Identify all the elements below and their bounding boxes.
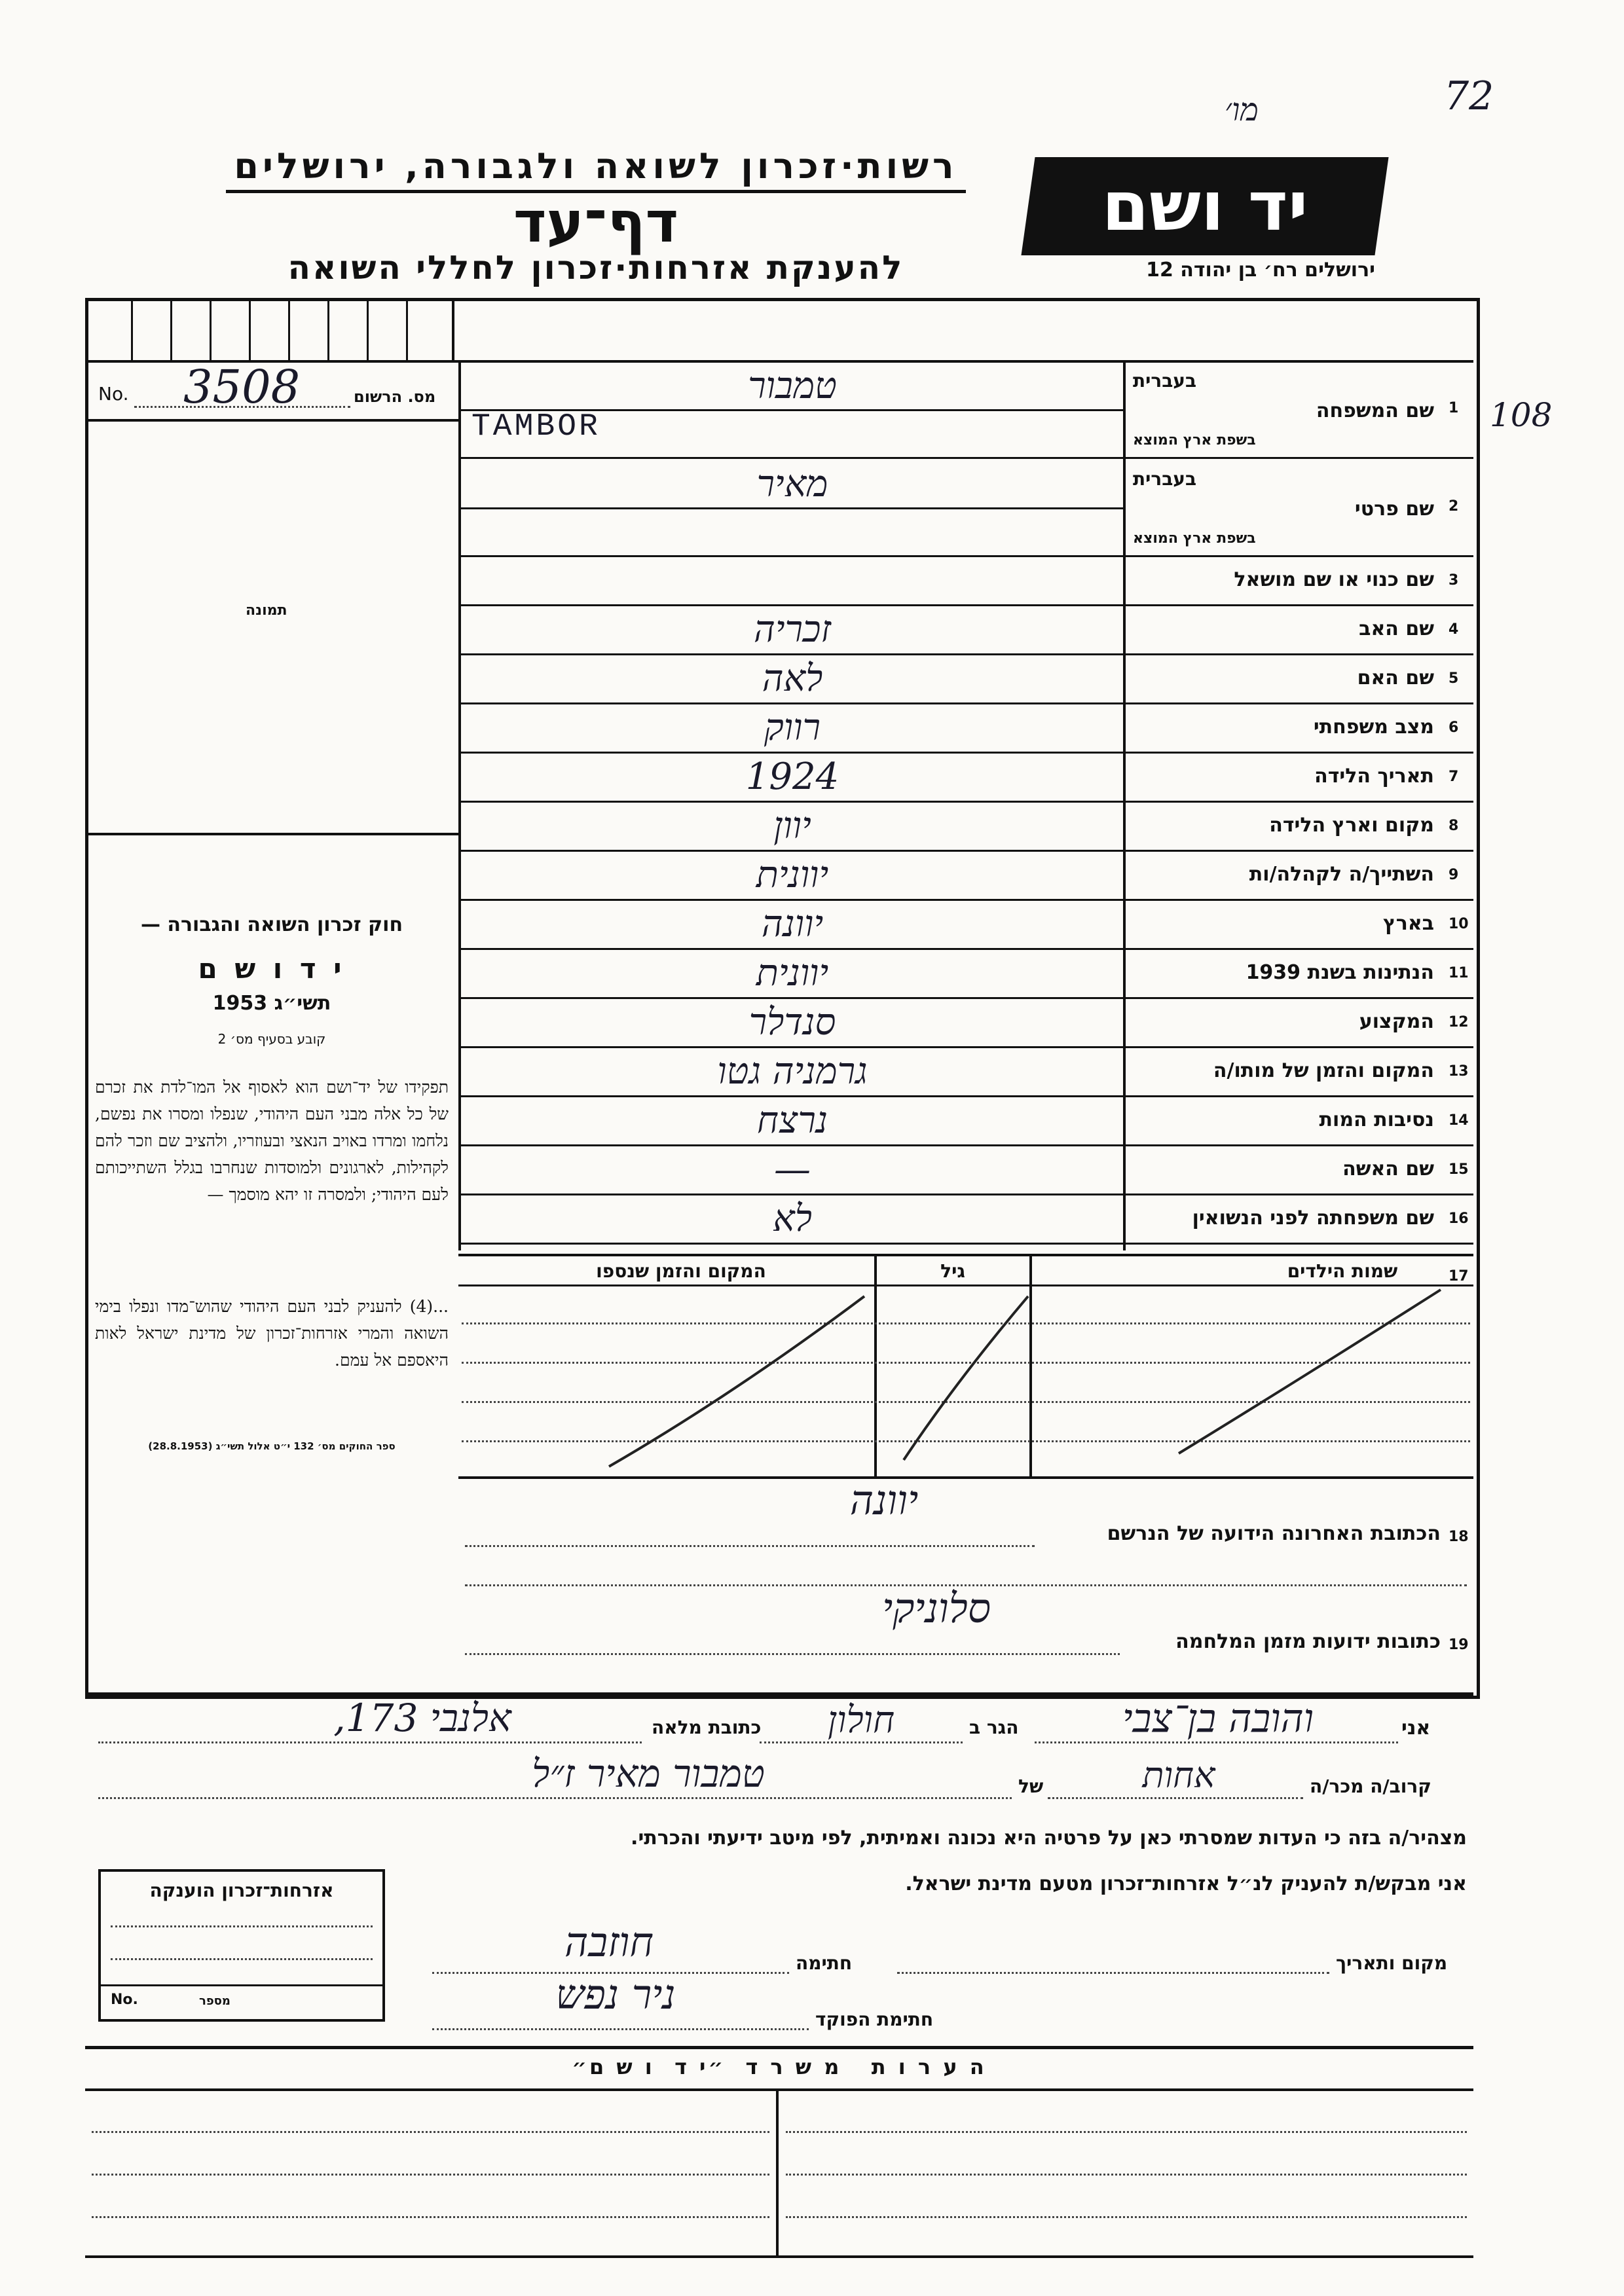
side-number: 108 [1490, 396, 1553, 434]
address-line[interactable] [465, 1545, 1035, 1547]
remarks-line[interactable] [92, 2131, 769, 2133]
box-divider [131, 298, 133, 360]
field-label: נסיבות המות [1319, 1108, 1434, 1131]
field-label: שם האם [1357, 666, 1434, 689]
field-label: המקצוע [1359, 1010, 1434, 1033]
field-num: 4 [1449, 621, 1459, 638]
field-value[interactable]: נרצח [756, 1099, 828, 1142]
field-label: שם האב [1359, 617, 1434, 640]
field-row-line [460, 899, 1473, 901]
remarks-line[interactable] [786, 2174, 1467, 2176]
field-sub-bottom: בשפת ארץ המוצא [1133, 530, 1256, 547]
remarks-line[interactable] [92, 2174, 769, 2176]
signature-value[interactable]: חוזבה [564, 1918, 654, 1966]
decl-name-value[interactable]: והובה בן־צבי [1122, 1696, 1314, 1741]
place-date-label: מקום ותאריך [1336, 1952, 1448, 1974]
law-paragraph-2: ...(4) להעניק לבני העם היהודי שהוש־מדו ונפלו בימי השואה והמרי אזרחות־זכרון של מדינת ישראל לאות היאספם אל עמם. [95, 1297, 449, 1370]
address-num: 19 [1449, 1637, 1469, 1653]
decl-name-line [1035, 1741, 1398, 1743]
officer-label: חתימת הפוקד [815, 2009, 934, 2030]
decl-of-label: של [1018, 1776, 1044, 1797]
officer-line [432, 2028, 809, 2030]
decl-address-value[interactable]: אלנבי 173, [333, 1696, 511, 1740]
field-num: 3 [1449, 572, 1459, 589]
address-label: הכתובת האחרונה הידועה של הנרשם [1107, 1522, 1441, 1545]
field-num: 12 [1449, 1013, 1469, 1030]
box-divider [249, 298, 251, 360]
field-row-line [460, 555, 1473, 557]
field-label: שם האשה [1342, 1157, 1434, 1180]
decl-resides-label: הגר ב [969, 1717, 1019, 1738]
logo-block [1021, 157, 1388, 255]
box-divider [327, 298, 329, 360]
box-divider [288, 298, 290, 360]
logo-text: יד ושם [1101, 166, 1308, 246]
field-num: 14 [1449, 1112, 1469, 1129]
photo-bottom-line [85, 833, 460, 835]
field-row-line [460, 1194, 1473, 1195]
decl-prefix: אני [1401, 1717, 1431, 1740]
form-subtitle: להענקת אזרחות·זכרון לחללי השואה [287, 249, 904, 287]
remarks-divider [776, 2090, 779, 2257]
field-value[interactable]: 1924 [745, 756, 840, 798]
authority-title: רשות·זכרון לשואה ולגבורה, ירושלים [234, 145, 958, 187]
photo-label: תמונה [246, 602, 287, 619]
decl-address-label: כתובת מלאה [652, 1717, 762, 1738]
field-row-line [460, 752, 1473, 754]
signature-label: חתימה [796, 1952, 853, 1974]
field-value[interactable]: יוונית [756, 854, 829, 896]
law-year: תשי״ג 1953 [212, 992, 331, 1015]
decl-of-line [98, 1797, 1012, 1799]
citizenship-title: אזרחות־זכרון הוענקה [149, 1880, 334, 1901]
address-label: כתובות ידועות מזמן המלחמה [1175, 1630, 1441, 1653]
decl-relation-line [1048, 1797, 1303, 1799]
field-num: 16 [1449, 1210, 1469, 1227]
law-footnote: ספר החוקים מס׳ 132 י״ט אלול תשי״ג (28.8.1953) [148, 1440, 396, 1452]
field-sub-bottom: בשפת ארץ המוצא [1133, 432, 1256, 448]
law-ref: קובע בסעיף מס׳ 2 [217, 1031, 326, 1047]
field-row-line [460, 604, 1473, 606]
field-num: 7 [1449, 768, 1459, 785]
box-divider [452, 298, 454, 360]
citizenship-box [98, 1869, 385, 2022]
box-divider [406, 298, 408, 360]
citizenship-no-label: No. [111, 1992, 138, 2008]
children-header-names: שמות הילדים [1287, 1260, 1398, 1282]
field-value-foreign[interactable]: TAMBOR [471, 409, 600, 445]
field-value[interactable]: זכריה [754, 608, 831, 651]
citizenship-line [111, 1925, 373, 1927]
officer-signature[interactable]: ניר נפש [555, 1971, 676, 2018]
field-value[interactable]: — [774, 1148, 811, 1191]
children-strike-marks [458, 1283, 1473, 1480]
remarks-header-line [85, 2088, 1473, 2091]
field-row-line [460, 948, 1473, 950]
children-header-age: גיל [940, 1260, 965, 1282]
law-paragraph-1: תפקידו של יד־ושם הוא לאסוף אל המו־לדת את זכרם של כל אלה מבני העם היהודי, שנפלו ומסרו את נפשם, נלחמו ומרדו באויב הנאצי ובעוזריו, ולהציב שם וזכר להם לקהילות, לארגונים ולמוסדות שנחרבו בגלל השתייכותם לעם היהודי; ולמסרה זו יהא מוסמך — [95, 1078, 449, 1204]
remarks-line[interactable] [786, 2131, 1467, 2133]
file-mark: מו׳ [1225, 92, 1259, 128]
address-num: 18 [1449, 1529, 1469, 1545]
reg-row-line [85, 419, 460, 422]
address-line[interactable] [465, 1653, 1120, 1655]
field-value[interactable]: לא [773, 1197, 812, 1240]
field-label: בארץ [1382, 911, 1434, 935]
field-num: 6 [1449, 719, 1459, 736]
field-num: 2 [1449, 498, 1459, 515]
field-row-line [460, 1144, 1473, 1146]
children-top-line [458, 1254, 1473, 1256]
remarks-line[interactable] [786, 2216, 1467, 2218]
field-num: 10 [1449, 915, 1469, 932]
left-column-divider [458, 360, 461, 1250]
field-row-line [460, 1095, 1473, 1097]
reg-no-label: No. [98, 383, 129, 405]
citizenship-number-label: מספר [199, 1994, 231, 2008]
field-num: 5 [1449, 670, 1459, 687]
field-value[interactable]: יוונה [761, 903, 824, 945]
box-divider [367, 298, 369, 360]
decl-address-line [98, 1741, 642, 1743]
field-row-line [460, 457, 1473, 459]
box-divider [210, 298, 212, 360]
field-row-line [460, 850, 1473, 852]
law-name: י ד ו ש ם [198, 953, 346, 985]
field-sub-top: בעברית [1133, 468, 1197, 490]
field-row-line [460, 1046, 1473, 1048]
field-label: מקום וארץ הלידה [1269, 813, 1434, 837]
remarks-top-line [85, 2046, 1473, 2049]
decl-relative-label: קרוב/ה מכר/ה [1310, 1776, 1431, 1797]
field-value[interactable]: יוון [773, 805, 811, 847]
field-label: תאריך הלידה [1314, 764, 1434, 788]
field-label: שם פרטי [1354, 498, 1434, 520]
decl-city-value[interactable]: חולון [827, 1699, 895, 1741]
address: ירושלים רח׳ בן יהודה 12 [1146, 259, 1375, 282]
field-label: שם כנוי או שם מושאל [1234, 568, 1434, 591]
place-date-line[interactable] [897, 1972, 1329, 1974]
field-row-line [460, 702, 1473, 704]
field-num: 8 [1449, 817, 1459, 834]
address-value[interactable]: סלוניקי [882, 1584, 991, 1632]
field-label: שם משפחתה לפני הנשואין [1192, 1206, 1434, 1230]
field-value[interactable]: יוונית [756, 952, 829, 994]
field-value[interactable]: סנדלר [748, 1001, 836, 1044]
field-value[interactable]: מאיר [756, 463, 828, 505]
label-column-divider [1123, 360, 1126, 1250]
field-value[interactable]: לאה [762, 657, 823, 700]
law-title: חוק זכרון השואה והגבורה — [140, 913, 403, 936]
field-value[interactable]: רווק [764, 706, 821, 749]
field-label: המקום והזמן של מותו/ה [1213, 1059, 1434, 1082]
field-num: 9 [1449, 866, 1459, 883]
address-value[interactable]: יוונה [849, 1476, 919, 1524]
decl-city-line [760, 1741, 963, 1743]
decl-of-value[interactable]: טמבור מאיר ז״ל [532, 1751, 765, 1796]
field-label: שם המשפחה [1316, 399, 1434, 422]
citizenship-line [111, 1958, 373, 1960]
field-inner-line [460, 507, 1124, 509]
field-row-line [460, 801, 1473, 803]
field-value[interactable]: טמבור [748, 365, 837, 407]
reg-no-value[interactable]: 3508 [183, 360, 301, 414]
reg-label: מס. הרשום [354, 388, 436, 406]
field-row-line [460, 997, 1473, 999]
form-title: דף־עד [513, 190, 679, 255]
field-num: 15 [1449, 1161, 1469, 1178]
remarks-title: ה ע ר ו ת מ ש ר ד ״י ד ו ש ם״ [572, 2054, 987, 2079]
field-value[interactable]: גרמניה גטו [717, 1050, 868, 1093]
children-num: 17 [1449, 1268, 1469, 1285]
decl-request: אני מבקש/ת להעניק לנ״ל אזרחות־זכרון מטעם מדינת ישראל. [905, 1872, 1467, 1895]
field-label: השתייך/ה לקהלה/ות [1249, 862, 1434, 886]
citizenship-divider [101, 1984, 382, 1986]
field-label: מצב משפחתי [1313, 715, 1434, 738]
remarks-bottom-line [85, 2255, 1473, 2258]
field-row-line [460, 1243, 1473, 1245]
page-number: 72 [1444, 73, 1494, 119]
remarks-line[interactable] [92, 2216, 769, 2218]
box-divider [170, 298, 172, 360]
children-header-place: המקום והזמן שנספו [596, 1260, 766, 1282]
decl-statement: מצהיר/ה בזה כי העדות שמסרתי כאן על פרטיה היא נכונה ואמיתית, לפי מיטב ידיעתי והכרתי. [631, 1827, 1467, 1850]
decl-relation-value[interactable]: אחות [1142, 1755, 1215, 1796]
field-num: 13 [1449, 1063, 1469, 1080]
field-sub-top: בעברית [1133, 370, 1197, 392]
field-num: 11 [1449, 964, 1469, 981]
field-num: 1 [1449, 400, 1459, 416]
field-label: הנתינות בשנת 1939 [1246, 960, 1434, 984]
field-row-line [460, 653, 1473, 655]
